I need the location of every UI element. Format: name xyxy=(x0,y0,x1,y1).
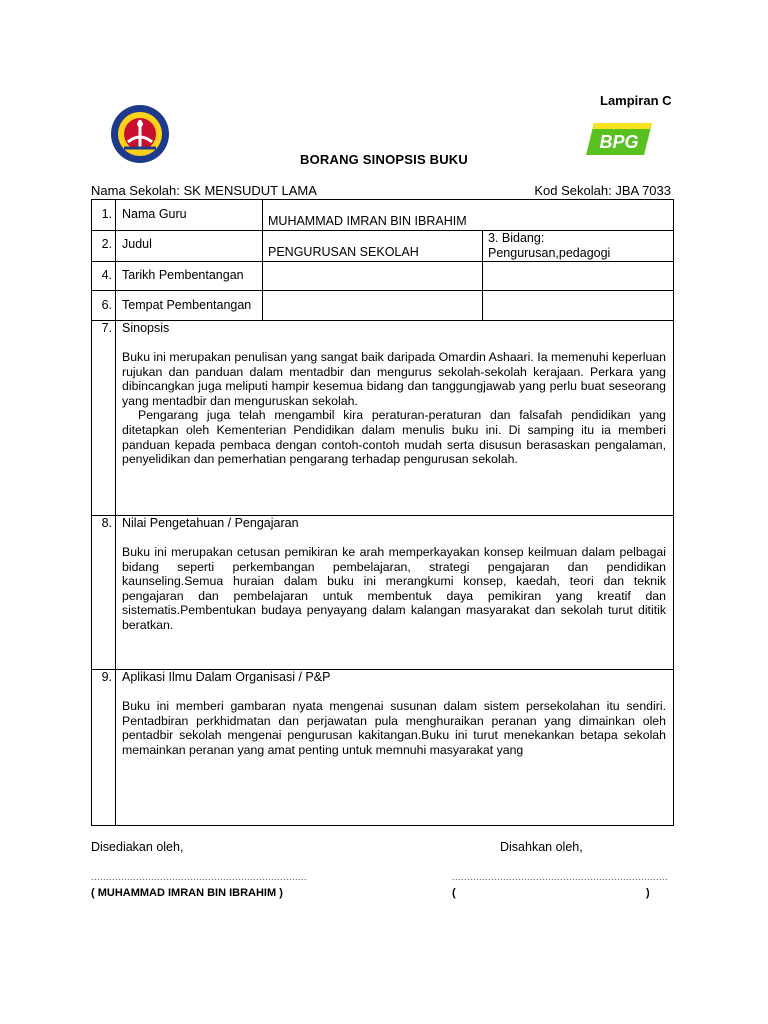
nilai-text[interactable] xyxy=(122,545,666,633)
row9-number: 9. xyxy=(101,670,112,684)
sinopsis-label: Sinopsis xyxy=(122,321,170,335)
row4-number: 4. xyxy=(101,268,112,282)
approver-close-paren: ) xyxy=(646,887,650,899)
tempat-label: Tempat Pembentangan xyxy=(122,298,252,312)
judul-label: Judul xyxy=(122,237,152,251)
lampiran-label: Lampiran C xyxy=(600,93,672,108)
row2-number: 2. xyxy=(101,237,112,251)
school-info-row xyxy=(91,183,671,198)
nilai-label: Nilai Pengetahuan / Pengajaran xyxy=(122,516,299,530)
svg-text:BPG: BPG xyxy=(599,132,639,152)
disediakan-label: Disediakan oleh, xyxy=(91,840,184,854)
aplikasi-text[interactable] xyxy=(122,699,666,757)
preparer-name: ( MUHAMMAD IMRAN BIN IBRAHIM ) xyxy=(91,887,283,899)
tarikh-label: Tarikh Pembentangan xyxy=(122,268,244,282)
sinopsis-text[interactable] xyxy=(122,350,666,467)
bidang-value[interactable]: Pengurusan,pedagogi xyxy=(488,246,611,260)
bidang-label: 3. Bidang: xyxy=(488,231,545,245)
disahkan-label: Disahkan oleh, xyxy=(500,840,583,854)
sinopsis-paragraph-1: Buku ini merupakan penulisan yang sangat baik daripada Omardin Ashaari. Ia memenuhi keperluan rujukan dan panduan dalam mentadbir dan mengurus sekolah-sekolah kerajaan. Perkara yang dibincangkan juga meliputi hampir kesemua bidang dan tanggungjawab yang perlu buat seseorang yang mentadbir dan menguruskan sekolah. xyxy=(122,350,666,408)
row6-number: 6. xyxy=(101,298,112,312)
signature-line-right: ........................................................................ xyxy=(452,872,669,882)
synopsis-form-table xyxy=(91,199,674,826)
form-title: BORANG SINOPSIS BUKU xyxy=(300,152,468,167)
row1-number: 1. xyxy=(101,207,112,221)
signature-line-left: ........................................................................ xyxy=(91,872,308,882)
nama-sekolah: Nama Sekolah: SK MENSUDUT LAMA xyxy=(91,183,317,198)
judul-value[interactable]: PENGURUSAN SEKOLAH xyxy=(268,245,419,259)
approver-open-paren: ( xyxy=(452,887,456,899)
row7-number: 7. xyxy=(101,321,112,335)
sinopsis-paragraph-2: Pengarang juga telah mengambil kira peraturan-peraturan dan falsafah pendidikan yang ditetapkan oleh Kementerian Pendidikan dalam menulis buku ini. Di samping itu ia memberi panduan kepada pembaca dengan contoh-contoh mudah serta disusun berasaskan pengalaman, penyelidikan dan pemerhatian pengarang terhadap pengurusan sekolah. xyxy=(122,408,666,467)
row8-number: 8. xyxy=(101,516,112,530)
nilai-paragraph-1: Buku ini merupakan cetusan pemikiran ke arah memperkayakan konsep keilmuan dalam pelbagai bidang seperti perkembangan pembelajaran, strategi pengajaran dan pendidikan kaunseling.Semua huraian dalam buku ini merangkumi konsep, kaedah, teori dan teknik pengajaran dan pembelajaran untuk membentuk daya pemikiran yang kreatif dan sistematis.Pembentukan budaya penyayang dalam kalangan masyarakat dan sekolah turut dititik beratkan. xyxy=(122,545,666,632)
nama-guru-value[interactable]: MUHAMMAD IMRAN BIN IBRAHIM xyxy=(268,214,467,228)
kod-sekolah: Kod Sekolah: JBA 7033 xyxy=(534,183,671,198)
nama-guru-label: Nama Guru xyxy=(122,207,187,221)
aplikasi-paragraph-1: Buku ini memberi gambaran nyata mengenai susunan dalam sistem persekolahan itu sendiri. Pentadbiran perkhidmatan dan perjawatan pula menghuraikan peranan yang dimainkan oleh pentadbir sekolah mengenai pengurusan kakitangan.Buku ini turut menekankan betapa sekolah memainkan peranan yang amat penting untuk memnuhi masyarakat yang xyxy=(122,699,666,757)
aplikasi-label: Aplikasi Ilmu Dalam Organisasi / P&P xyxy=(122,670,331,684)
